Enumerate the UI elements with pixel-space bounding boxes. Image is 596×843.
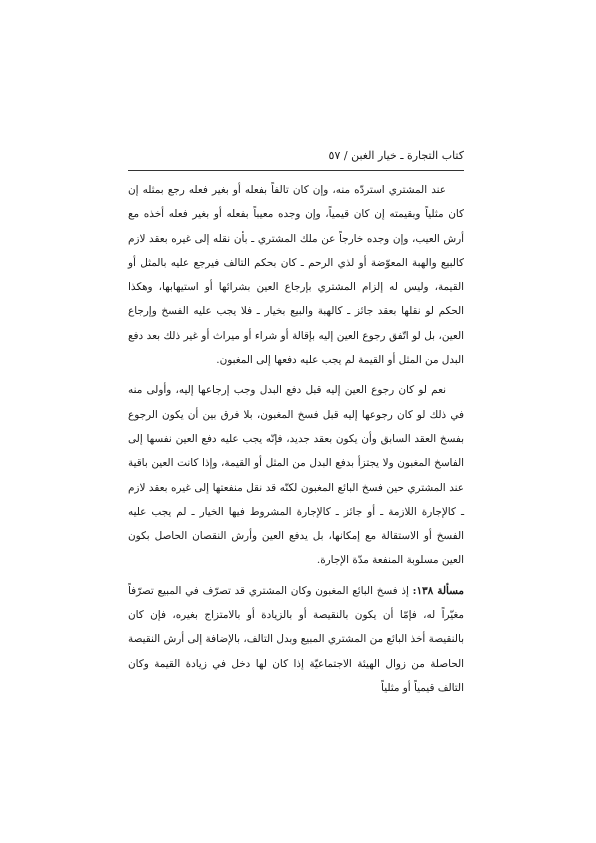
issue-label: مسألة ١٣٨:: [412, 584, 464, 597]
issue-text: إذ فسخ البائع المغبون وكان المشتري قد تصرّف في المبيع تصرّفاً مغيّراً له، فإمّا أن يكون بالنقيصة أو بالزيادة أو بالامتزاج بغيره، فإن كان بالنقيصة أخذ البائع من المشتري المبيع وبدل التالف، بالإضافة إلى أرش النقيصة الحاصلة من زوال الهيئة الاجتماعيّة إذا كان لها دخل في زيادة القيمة وكان التالف قيمياً أو مثلياً: [128, 584, 464, 694]
running-header: كتاب التجارة ـ خيار الغبن / ٥٧: [328, 149, 464, 162]
page-body: [128, 178, 464, 700]
paragraph-issue-138: [128, 579, 464, 700]
header-divider: [128, 170, 464, 171]
paragraph-1: عند المشتري استردّه منه، وإن كان تالفاً بفعله أو بغير فعله رجع بمثله إن كان مثلياً وبقيمته إن كان قيمياً، وإن وجده معيباً بفعله أو بغير فعله أخذه مع أرش العيب، وإن وجده خارجاً عن ملك المشتري ـ بأن نقله إلى غيره بعقد لازم كالبيع والهبة المعوّضة أو لذي الرحم ـ كان بحكم التالف فيرجع عليه بالمثل أو القيمة، وليس له إلزام المشتري بإرجاع العين بشرائها أو استيهابها، وهكذا الحكم لو نقلها بعقد جائز ـ كالهبة والبيع بخيار ـ فلا يجب عليه الفسخ وإرجاع العين، بل لو اتّفق رجوع العين إليه بإقالة أو شراء أو ميراث أو غير ذلك بعد دفع البدل من المثل أو القيمة لم يجب عليه دفعها إلى المغبون.: [128, 184, 464, 367]
paragraph-2: نعم لو كان رجوع العين إليه قبل دفع البدل وجب إرجاعها إليه، وأولى منه في ذلك لو كان رجوعها إليه قبل فسخ المغبون، بلا فرق بين أن يكون الرجوع بفسخ العقد السابق وأن يكون بعقد جديد، فإنّه يجب عليه دفع العين نفسها إلى الفاسخ المغبون ولا يجتزأ بدفع البدل من المثل أو القيمة، وإذا كانت العين باقية عند المشتري حين فسخ البائع المغبون لكنّه قد نقل منفعتها إلى غيره بعقد لازم ـ كالإجارة اللازمة ـ أو جائز ـ كالإجارة المشروط فيها الخيار ـ لم يجب عليه الفسخ أو الاستقالة مع إمكانها، بل يدفع العين وأرش النقصان الحاصل بكون العين مسلوبة المنفعة مدّة الإجارة.: [128, 384, 464, 567]
